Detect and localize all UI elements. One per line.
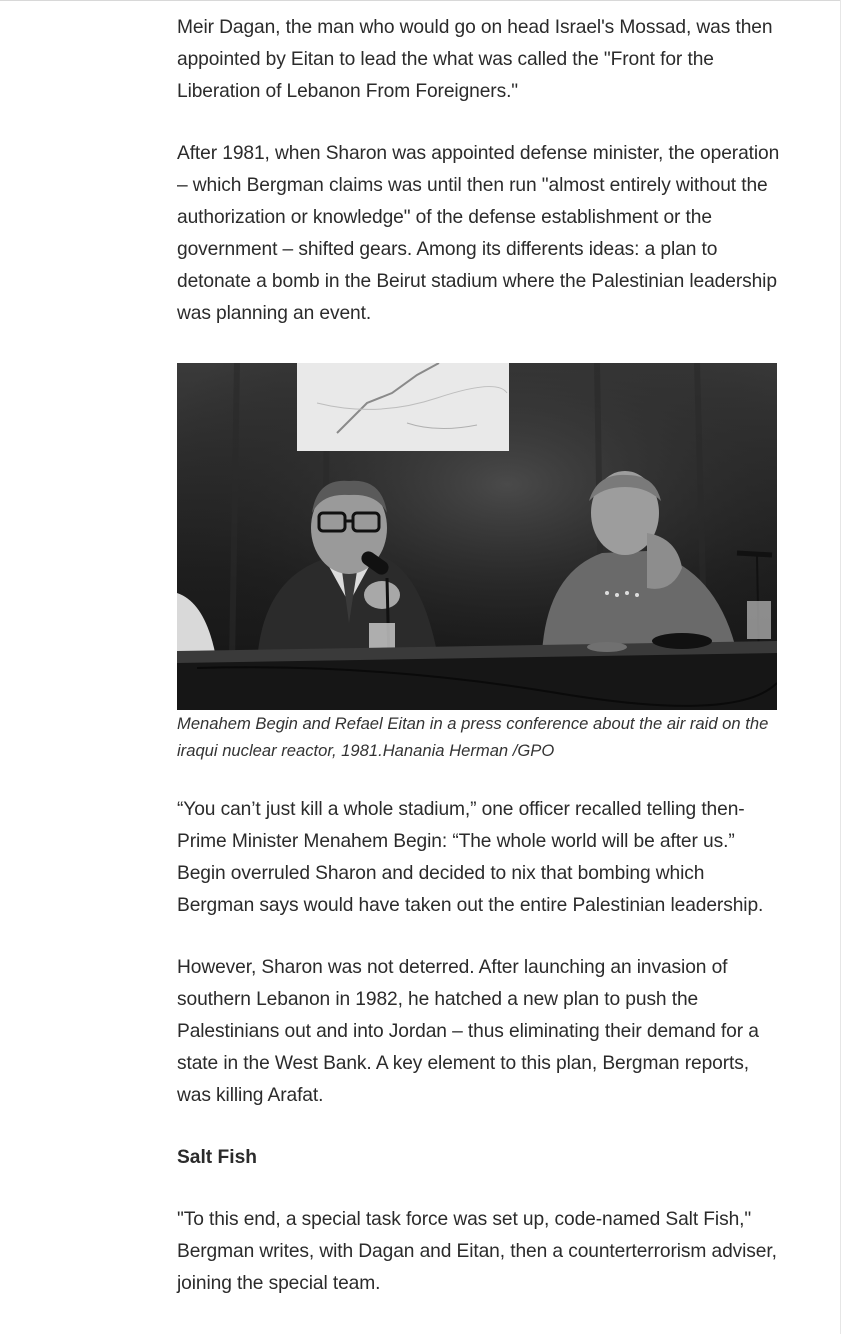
page-top-divider — [0, 0, 840, 1]
article-paragraph: However, Sharon was not deterred. After launching an invasion of southern Lebanon in 1982, he hatched a new plan to push the Palestinians out and into Jordan – thus eliminating their demand for a state in the West Bank. A key element to this plan, Bergman reports, was killing Arafat. — [177, 957, 759, 1106]
press-conference-photo[interactable] — [177, 363, 777, 710]
article-paragraph: “You can’t just kill a whole stadium,” one officer recalled telling then-Prime Minister Menahem Begin: “The whole world will be after us.” Begin overruled Sharon and decided to nix that bombing which Bergman says would have taken out the entire Palestinian leadership. — [177, 799, 764, 916]
article-paragraph: Meir Dagan, the man who would go on head Israel's Mossad, was then appointed by Eitan to lead the what was called the "Front for the Liberation of Lebanon From Foreigners." — [177, 17, 773, 102]
article-paragraph: "To this end, a special task force was set up, code-named Salt Fish," Bergman writes, with Dagan and Eitan, then a counterterrorism adviser, joining the special team. — [177, 1209, 777, 1294]
page-right-divider — [840, 0, 841, 1334]
article-paragraph: After 1981, when Sharon was appointed defense minister, the operation – which Bergman claims was until then run "almost entirely without the authorization or knowledge" of the defense establishment or the government – shifted gears. Among its differents ideas: a plan to detonate a bomb in the Beirut stadium where the Palestinian leadership was planning an event. — [177, 143, 780, 324]
section-heading: Salt Fish — [177, 1147, 257, 1168]
photo-caption: Menahem Begin and Refael Eitan in a press conference about the air raid on the iraqui nuclear reactor, 1981.Hanania Herman /GPO — [177, 714, 769, 760]
article-figure — [177, 360, 783, 764]
article-body — [177, 12, 783, 1330]
